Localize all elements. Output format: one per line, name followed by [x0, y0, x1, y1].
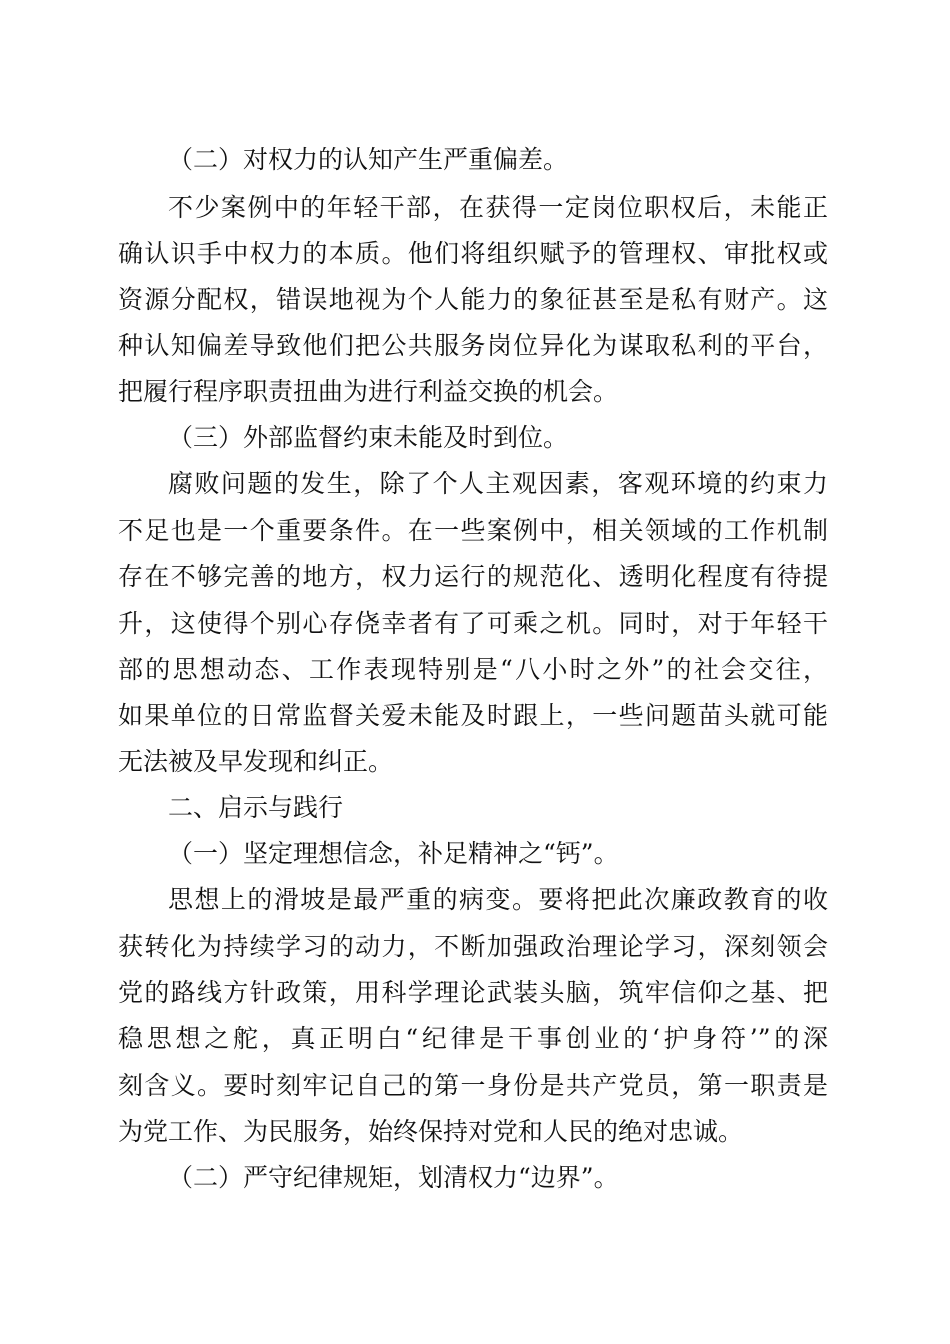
paragraph-line: 种认知偏差导致他们把公共服务岗位异化为谋取私利的平台，	[118, 331, 828, 360]
section-heading-discipline: （二）严守纪律规矩，划清权力“边界”。	[168, 1163, 619, 1192]
paragraph-line: 思想上的滑坡是最严重的病变。要将把此次廉政教育的收	[168, 885, 828, 914]
paragraph-line: 如果单位的日常监督关爱未能及时跟上，一些问题苗头就可能	[118, 701, 828, 730]
paragraph-line: 获转化为持续学习的动力，不断加强政治理论学习，深刻领会	[118, 932, 828, 961]
paragraph-line: 升，这使得个别心存侥幸者有了可乘之机。同时，对于年轻干	[118, 609, 828, 638]
paragraph-line: 党的路线方针政策，用科学理论武装头脑，筑牢信仰之基、把	[118, 978, 828, 1007]
paragraph-line: 部的思想动态、工作表现特别是“八小时之外”的社会交往，	[118, 655, 828, 684]
paragraph-line: 刻含义。要时刻牢记自己的第一身份是共产党员，第一职责是	[118, 1071, 828, 1100]
section-heading-external-supervision: （三）外部监督约束未能及时到位。	[168, 423, 569, 452]
section-heading-ideals: （一）坚定理想信念，补足精神之“钙”。	[168, 839, 619, 868]
section-heading-power-cognition: （二）对权力的认知产生严重偏差。	[168, 145, 569, 174]
paragraph-line: 不足也是一个重要条件。在一些案例中，相关领域的工作机制	[118, 516, 828, 545]
paragraph-line: 资源分配权，错误地视为个人能力的象征甚至是私有财产。这	[118, 285, 828, 314]
paragraph-line: 稳思想之舵，真正明白“纪律是干事创业的‘护身符’”的深	[118, 1024, 828, 1053]
paragraph-line: 不少案例中的年轻干部，在获得一定岗位职权后，未能正	[168, 193, 828, 222]
paragraph-line: 腐败问题的发生，除了个人主观因素，客观环境的约束力	[168, 469, 828, 498]
paragraph-line: 把履行程序职责扭曲为进行利益交换的机会。	[118, 377, 619, 406]
paragraph-line: 无法被及早发现和纠正。	[118, 747, 394, 776]
paragraph-line: 存在不够完善的地方，权力运行的规范化、透明化程度有待提	[118, 562, 828, 591]
paragraph-line: 为党工作、为民服务，始终保持对党和人民的绝对忠诚。	[118, 1117, 744, 1146]
part-heading-inspiration: 二、启示与践行	[168, 793, 344, 822]
paragraph-line: 确认识手中权力的本质。他们将组织赋予的管理权、审批权或	[118, 239, 828, 268]
